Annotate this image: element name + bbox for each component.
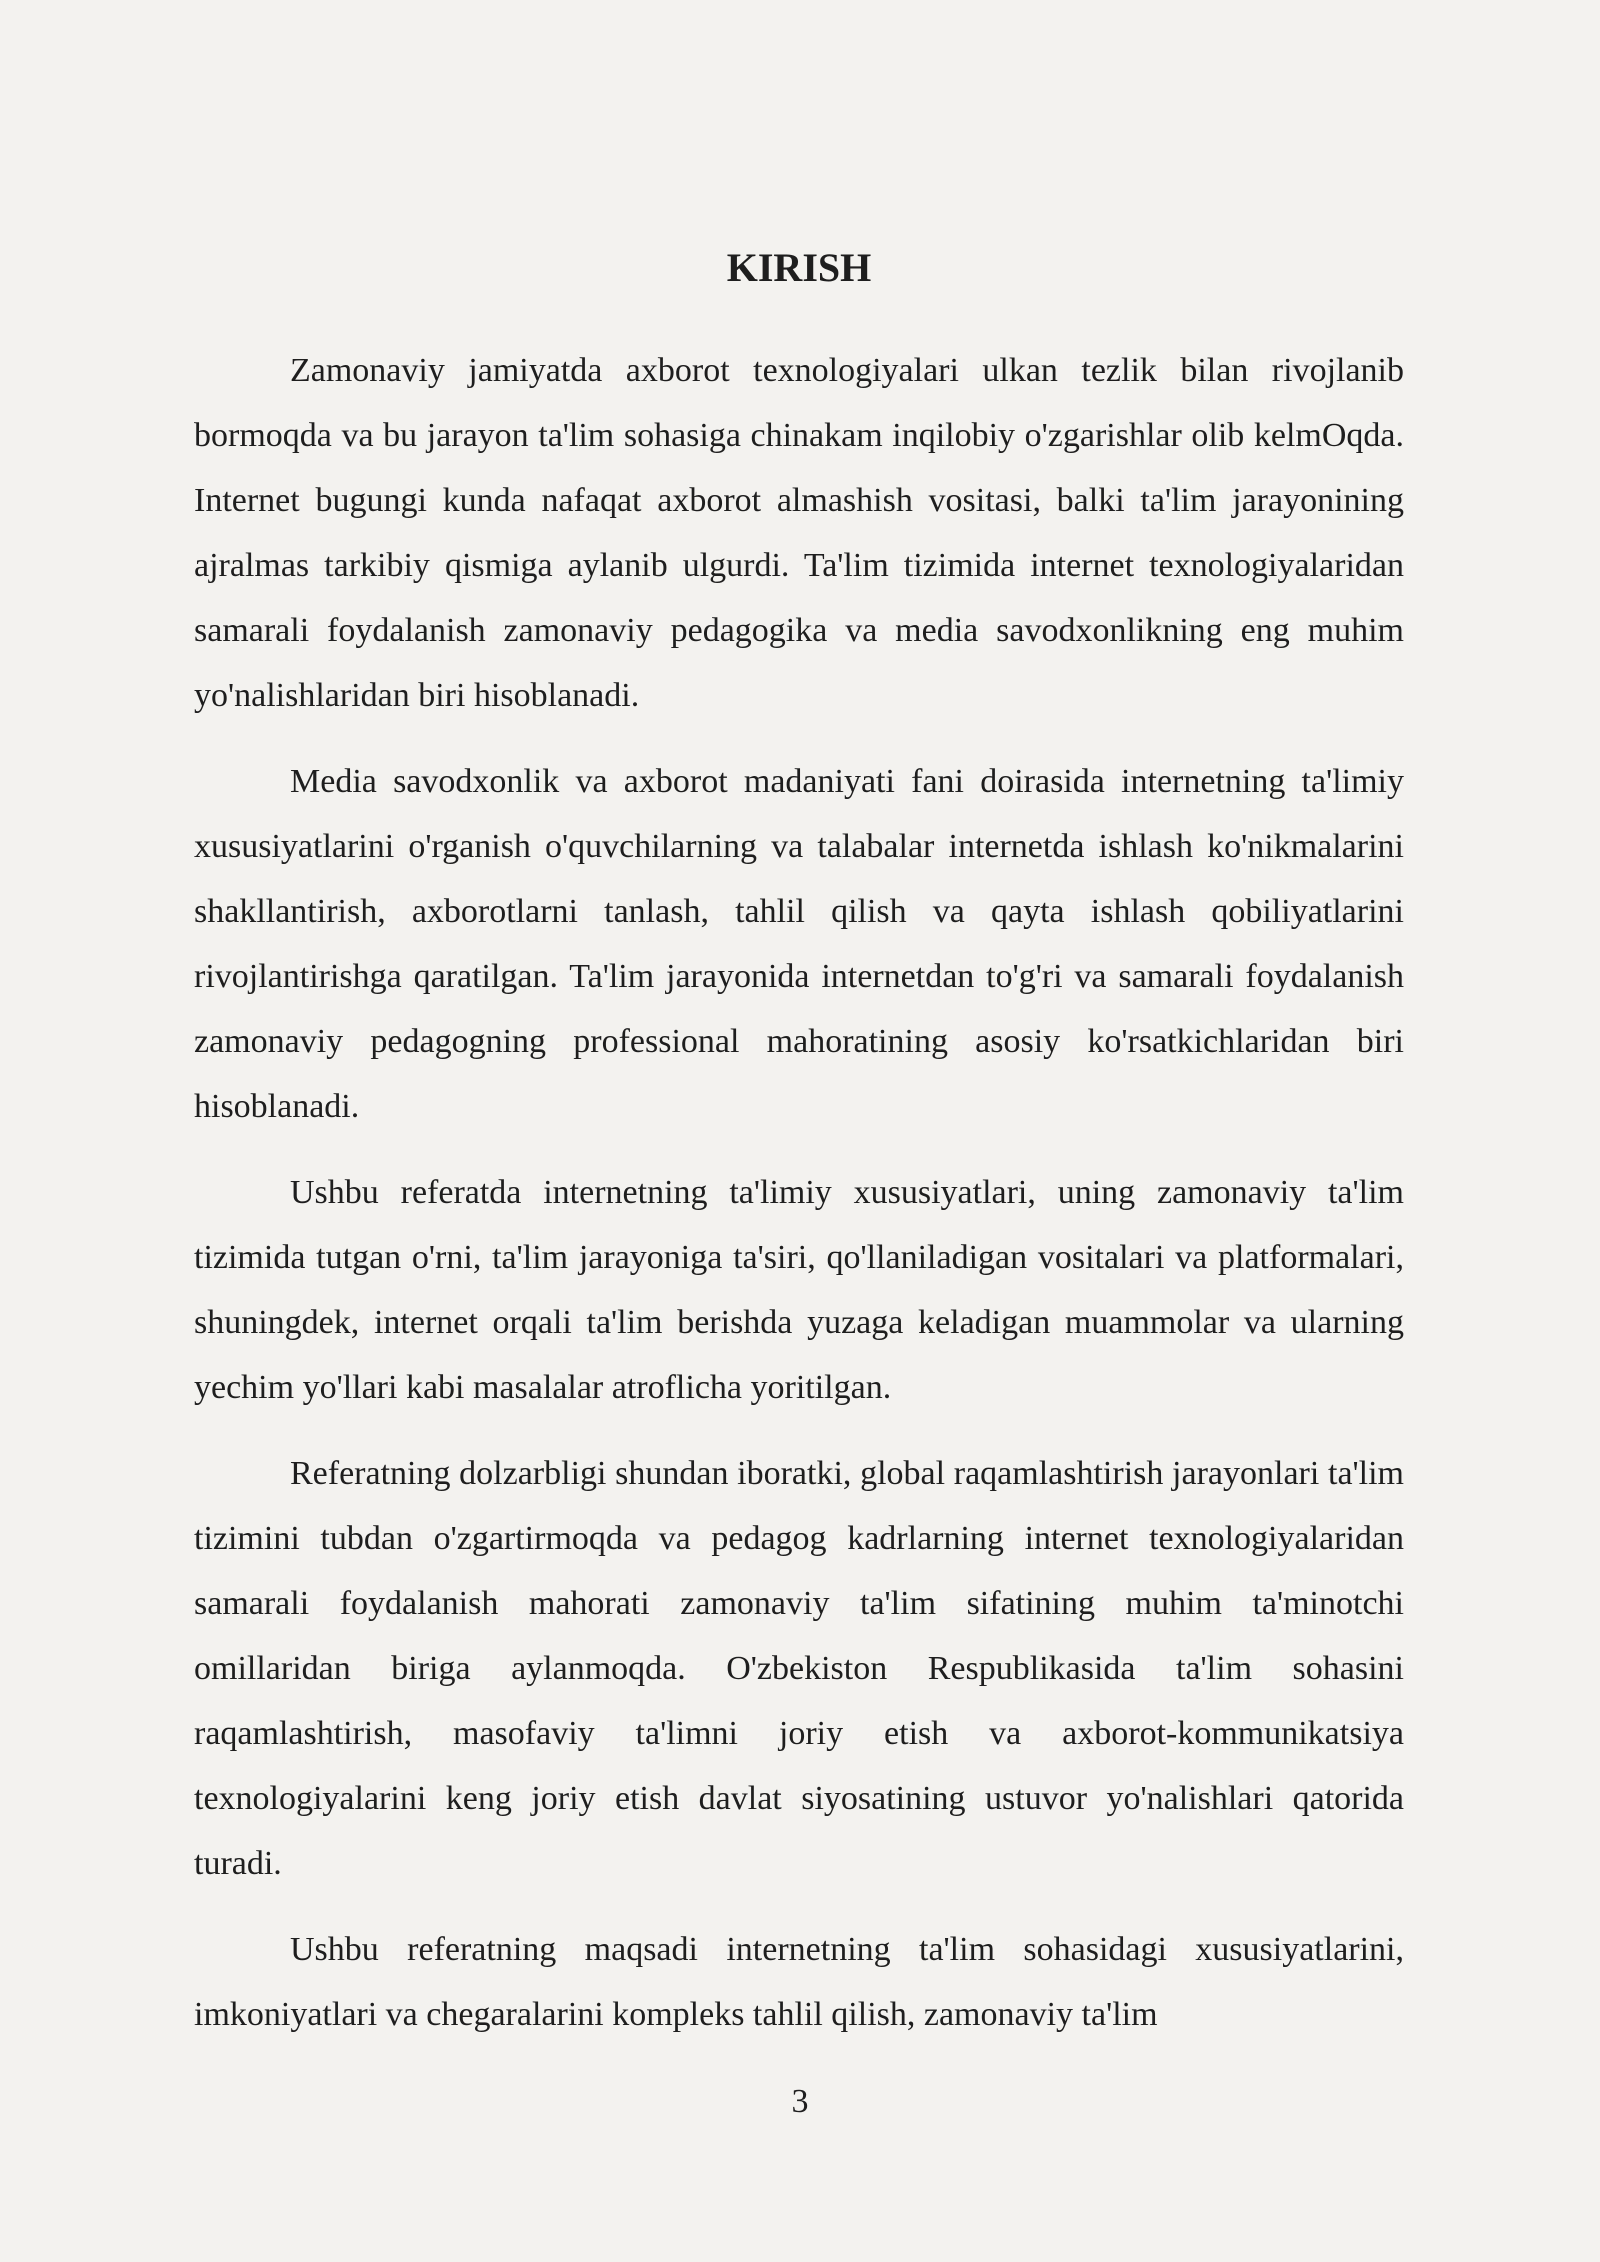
paragraph: Ushbu referatning maqsadi internetning ta'lim sohasidagi xususiyatlarini, imkoniyatlari va chegaralarini kompleks tahlil qilish, zamonaviy ta'lim xyxy=(194,1931,1404,2033)
section-title: KIRISH xyxy=(726,245,872,290)
paragraph: Media savodxonlik va axborot madaniyati fani doirasida internetning ta'limiy xususiyatlarini o'rganish o'quvchilarning va talabalar internetda ishlash ko'nikmalarini shakllantirish, axborotlarni tanlash, tahlil qilish va qayta ishlash qobiliyatlarini rivojlantirishga qaratilgan. Ta'lim jarayonida internetdan to'g'ri va samarali foydalanish zamonaviy pedagogning professional mahoratining asosiy ko'rsatkichlaridan biri hisoblanadi. xyxy=(194,763,1404,1125)
body-text xyxy=(194,338,1404,2068)
paragraph: Ushbu referatda internetning ta'limiy xususiyatlari, uning zamonaviy ta'lim tizimida tutgan o'rni, ta'lim jarayoniga ta'siri, qo'llaniladigan vositalari va platformalari, shuningdek, internet orqali ta'lim berishda yuzaga keladigan muammolar va ularning yechim yo'llari kabi masalalar atroflicha yoritilgan. xyxy=(194,1174,1404,1406)
paragraph: Zamonaviy jamiyatda axborot texnologiyalari ulkan tezlik bilan rivojlanib bormoqda va bu jarayon ta'lim sohasiga chinakam inqilobiy o'zgarishlar olib kelmOqda. Internet bugungi kunda nafaqat axborot almashish vositasi, balki ta'lim jarayonining ajralmas tarkibiy qismiga aylanib ulgurdi. Ta'lim tizimida internet texnologiyalaridan samarali foydalanish zamonaviy pedagogika va media savodxonlikning eng muhim yo'nalishlaridan biri hisoblanadi. xyxy=(194,352,1404,714)
page-number: 3 xyxy=(791,2083,809,2120)
paragraph: Referatning dolzarbligi shundan iboratki, global raqamlashtirish jarayonlari ta'lim tizimini tubdan o'zgartirmoqda va pedagog kadrlarning internet texnologiyalaridan samarali foydalanish mahorati zamonaviy ta'lim sifatining muhim ta'minotchi omillaridan biriga aylanmoqda. O'zbekiston Respublikasida ta'lim sohasini raqamlashtirish, masofaviy ta'limni joriy etish va axborot-kommunikatsiya texnologiyalarini keng joriy etish davlat siyosatining ustuvor yo'nalishlari qatorida turadi. xyxy=(194,1455,1404,1882)
